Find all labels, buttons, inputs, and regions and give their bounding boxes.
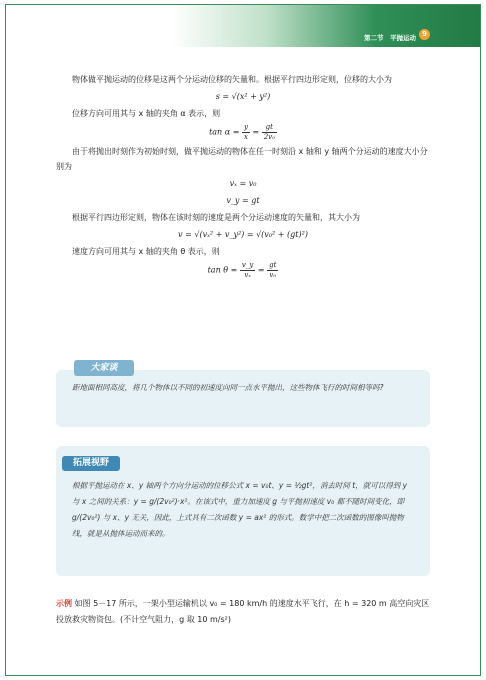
equation-vx: vₓ = v₀: [229, 179, 257, 188]
equation-velocity: v = √(vₓ² + v_y²) = √(v₀² + (gt)²): [178, 230, 308, 239]
equation-tan-theta: tan θ = $\frac{v\_y}{\text{vₓ}}$ = $\frac{gt}{\text{v₀}}$: [207, 261, 277, 279]
numerator: gt: [269, 261, 277, 269]
page-number-badge: 9: [419, 29, 430, 40]
tan-alpha-lhs: tan α =: [209, 127, 240, 137]
paragraph-2: 位移方向可用其与 x 轴的夹角 α 表示，则: [72, 109, 221, 118]
numerator: v_y: [241, 261, 254, 269]
example-text: 如图 5－17 所示，一架小型运输机以 v₀ = 180 km/h 的速度水平飞行，在 h = 320 m 高空向灾区投放救灾物资包。(不计空气阻力，g 取 10 m/s²): [56, 599, 430, 624]
paragraph-4: 根据平行四边形定则，物体在该时刻的速度是两个分运动速度的矢量和，其大小为: [72, 213, 360, 222]
section-title: 第二节 平抛运动: [364, 34, 416, 42]
denominator: v₀: [269, 271, 277, 279]
denominator: vₓ: [244, 271, 251, 279]
numerator: gt: [262, 123, 277, 133]
equation-displacement: s = √(x² + y²): [215, 92, 271, 101]
discussion-box: [56, 363, 430, 427]
discussion-badge: 大家谈: [74, 360, 134, 376]
paragraph-1: 物体做平抛运动的位移是这两个分运动位移的矢量和。根据平行四边形定则，位移的大小为: [72, 75, 392, 84]
extension-text: 根据平抛运动在 x、y 轴两个方向分运动的位移公式 x = v₀t、y = ½gt²，消去时间 t，就可以得到 y 与 x 之间的关系：y = g/(2v₀²)·x²。在该式中，重力加速度 g 与平抛初速度 v₀ 都不随时间变化，即 g/(2v₀²) 与 x、y 无关，因此，上式具有二次函数 y = ax² 的形式。数学中把二次函数的图像叫抛物线，就是从抛体运动而来的。: [72, 481, 408, 538]
extension-badge: 拓展视野: [62, 456, 120, 471]
equation-vy: v_y = gt: [226, 196, 260, 205]
example-label: 示例: [56, 599, 72, 608]
paragraph-5: 速度方向可用其与 x 轴的夹角 θ 表示，则: [72, 247, 220, 256]
fraction: [240, 261, 255, 280]
fraction: [267, 261, 278, 280]
fraction: [242, 123, 250, 142]
discussion-text: 距地面相同高度，将几个物体以不同的初速度向同一点水平抛出，这些物体飞行的时间相等吗?: [72, 383, 384, 392]
denominator: x: [243, 133, 248, 141]
example-block: [56, 596, 430, 628]
numerator: y: [243, 123, 248, 131]
tan-theta-lhs: tan θ =: [207, 265, 238, 275]
paragraph-3: 由于将抛出时刻作为初始时刻，做平抛运动的物体在任一时刻沿 x 轴和 y 轴两个分运动的速度大小分别为: [56, 147, 428, 171]
fraction: [262, 123, 277, 142]
page-header: [6, 5, 480, 47]
equation-tan-alpha: tan α = $\frac{y}{x}$ = $\frac{gt}{\text{2v₀}}$: [209, 123, 275, 141]
extension-box: [56, 446, 430, 576]
main-content: [56, 72, 430, 282]
denominator: 2v₀: [263, 133, 275, 141]
